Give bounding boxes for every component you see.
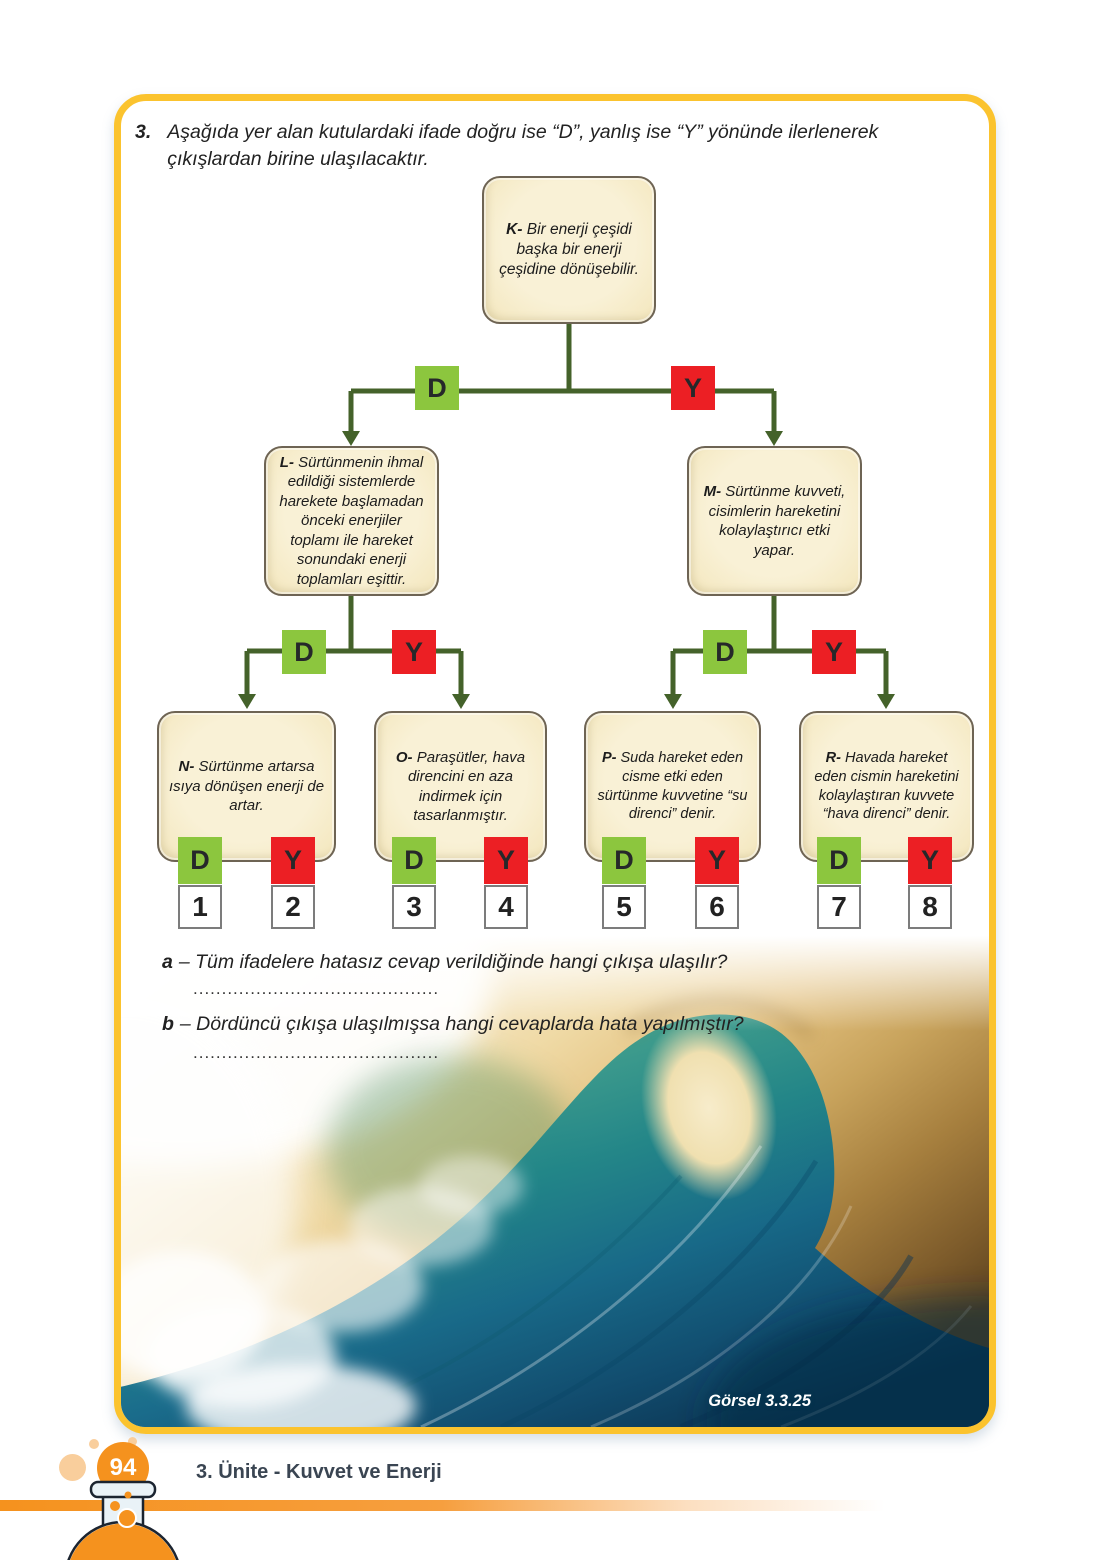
statement-tag: K- (506, 220, 523, 238)
statement-text: Suda hareket eden cisme etki eden sürtünme kuvvetine “su direnci” denir. (597, 749, 748, 823)
statement-text: Sürtünme artarsa ısıya dönüşen enerji de artar. (168, 758, 325, 815)
branch-false-chip: Y (392, 630, 436, 674)
sub-question-text: – Dördüncü çıkışa ulaşılmışsa hangi cevaplarda hata yapılmıştır? (179, 1013, 744, 1035)
deco-circle (59, 1454, 86, 1481)
question-number: 3. (135, 121, 152, 143)
statement-tag: P- (601, 749, 617, 766)
exit-true-tab: D (602, 837, 646, 884)
statement-text: Sürtünme kuvveti, cisimlerin hareketini kolaylaştırıcı etki yapar. (708, 483, 846, 559)
sub-question-text: – Tüm ifadelere hatasız cevap verildiğinde hangi çıkışa ulaşılır? (178, 951, 728, 973)
branch-false-chip: Y (812, 630, 856, 674)
statement-box-K (482, 176, 656, 324)
exit-box-3: 3 (392, 885, 436, 929)
statement-box-M (687, 446, 862, 596)
sub-question-a (162, 951, 727, 974)
exercise-frame (114, 94, 996, 1434)
exit-false-tab: Y (484, 837, 528, 884)
sub-question-label: a (162, 951, 173, 973)
branch-true-chip: D (415, 366, 459, 410)
exit-box-2: 2 (271, 885, 315, 929)
exit-false-tab: Y (271, 837, 315, 884)
exit-box-5: 5 (602, 885, 646, 929)
statement-tag: N- (178, 758, 195, 776)
exit-box-4: 4 (484, 885, 528, 929)
statement-tag: O- (395, 748, 413, 766)
answer-line-a: ........................................... (193, 979, 440, 998)
exit-false-tab: Y (908, 837, 952, 884)
deco-circle (89, 1439, 99, 1449)
statement-tag: L- (279, 453, 294, 471)
exit-true-tab: D (392, 837, 436, 884)
branch-false-chip: Y (671, 366, 715, 410)
exit-box-1: 1 (178, 885, 222, 929)
statement-text: Havada hareket eden cismin hareketini kolaylaştıran kuvvete “hava direnci” denir. (814, 749, 959, 823)
answer-line-b: ........................................... (193, 1043, 440, 1062)
exit-true-tab: D (178, 837, 222, 884)
exit-box-6: 6 (695, 885, 739, 929)
exit-box-7: 7 (817, 885, 861, 929)
question-header (135, 119, 947, 174)
branch-true-chip: D (703, 630, 747, 674)
exit-true-tab: D (817, 837, 861, 884)
statement-box-L (264, 446, 439, 596)
statement-text: Paraşütler, hava direncini en aza indirmek için tasarlanmıştır. (407, 748, 526, 824)
statement-text: Bir enerji çeşidi başka bir enerji çeşidine dönüşebilir. (499, 220, 639, 279)
flask-icon (53, 1478, 193, 1560)
exit-false-tab: Y (695, 837, 739, 884)
statement-tag: M- (703, 483, 722, 500)
statement-tag: R- (825, 749, 841, 766)
exit-box-8: 8 (908, 885, 952, 929)
sub-question-b (162, 1013, 744, 1036)
sub-question-label: b (162, 1013, 174, 1035)
question-text: Aşağıda yer alan kutulardaki ifade doğru ise “D”, yanlış ise “Y” yönünde ilerlenerek çıkışlardan birine ulaşılacaktır. (167, 121, 879, 171)
statement-text: Sürtünmenin ihmal edildiği sistemlerde harekete başlamadan önceki enerjiler toplamı ile hareket sonundaki enerji toplamları eşittir. (279, 453, 424, 588)
page-number-badge: 94 (97, 1442, 149, 1494)
photo-caption: Görsel 3.3.25 (708, 1392, 811, 1410)
branch-true-chip: D (282, 630, 326, 674)
unit-footer-title: 3. Ünite - Kuvvet ve Enerji (196, 1461, 442, 1483)
